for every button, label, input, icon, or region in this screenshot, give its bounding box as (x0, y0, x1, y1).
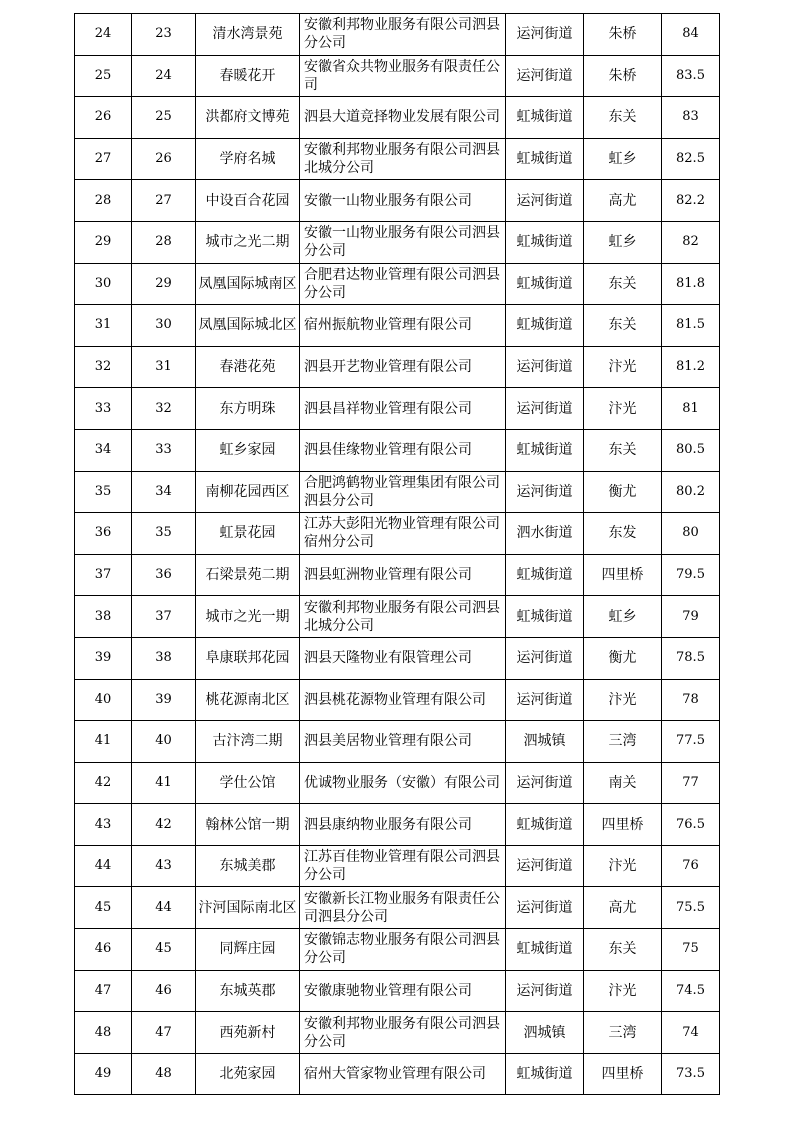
property-company-cell: 泗县桃花源物业管理有限公司 (300, 679, 506, 721)
property-company-cell: 安徽一山物业服务有限公司 (300, 180, 506, 222)
rank-cell: 37 (132, 596, 196, 638)
street-cell: 虹城街道 (506, 97, 584, 139)
score-cell: 81.8 (662, 263, 720, 305)
area-cell: 汴光 (584, 346, 662, 388)
property-company-cell: 泗县天隆物业有限管理公司 (300, 637, 506, 679)
community-name-cell: 凤凰国际城南区 (196, 263, 300, 305)
property-company-cell: 江苏百佳物业管理有限公司泗县分公司 (300, 845, 506, 887)
community-name-cell: 桃花源南北区 (196, 679, 300, 721)
area-cell: 虹乡 (584, 596, 662, 638)
seq-cell: 43 (75, 804, 132, 846)
score-cell: 75.5 (662, 887, 720, 929)
community-name-cell: 学府名城 (196, 138, 300, 180)
rank-cell: 26 (132, 138, 196, 180)
rank-cell: 35 (132, 513, 196, 555)
area-cell: 东关 (584, 97, 662, 139)
property-company-cell: 安徽利邦物业服务有限公司泗县分公司 (300, 1012, 506, 1054)
table-row (75, 55, 720, 97)
table-row (75, 1012, 720, 1054)
rank-cell: 30 (132, 305, 196, 347)
seq-cell: 34 (75, 429, 132, 471)
property-company-cell: 安徽利邦物业服务有限公司泗县北城分公司 (300, 596, 506, 638)
table-row (75, 346, 720, 388)
rank-cell: 46 (132, 970, 196, 1012)
table-row (75, 180, 720, 222)
seq-cell: 35 (75, 471, 132, 513)
rank-cell: 40 (132, 721, 196, 763)
community-name-cell: 城市之光一期 (196, 596, 300, 638)
table-row (75, 1053, 720, 1095)
table-body (75, 14, 720, 1095)
seq-cell: 48 (75, 1012, 132, 1054)
table-row (75, 554, 720, 596)
table-row (75, 637, 720, 679)
score-cell: 73.5 (662, 1053, 720, 1095)
rank-cell: 48 (132, 1053, 196, 1095)
community-name-cell: 石梁景苑二期 (196, 554, 300, 596)
property-company-cell: 泗县昌祥物业管理有限公司 (300, 388, 506, 430)
street-cell: 运河街道 (506, 637, 584, 679)
seq-cell: 39 (75, 637, 132, 679)
score-cell: 74.5 (662, 970, 720, 1012)
area-cell: 汴光 (584, 388, 662, 430)
property-company-cell: 安徽利邦物业服务有限公司泗县北城分公司 (300, 138, 506, 180)
seq-cell: 24 (75, 14, 132, 56)
table-row (75, 970, 720, 1012)
property-company-cell: 优诚物业服务（安徽）有限公司 (300, 762, 506, 804)
street-cell: 虹城街道 (506, 263, 584, 305)
community-name-cell: 春暖花开 (196, 55, 300, 97)
seq-cell: 44 (75, 845, 132, 887)
table-row (75, 138, 720, 180)
community-name-cell: 古汴湾二期 (196, 721, 300, 763)
rank-cell: 34 (132, 471, 196, 513)
area-cell: 虹乡 (584, 221, 662, 263)
table-row (75, 221, 720, 263)
community-name-cell: 洪都府文博苑 (196, 97, 300, 139)
property-company-cell: 安徽一山物业服务有限公司泗县分公司 (300, 221, 506, 263)
community-name-cell: 东城美郡 (196, 845, 300, 887)
table-row (75, 804, 720, 846)
property-company-cell: 泗县虹洲物业管理有限公司 (300, 554, 506, 596)
community-name-cell: 西苑新村 (196, 1012, 300, 1054)
score-cell: 83.5 (662, 55, 720, 97)
seq-cell: 41 (75, 721, 132, 763)
score-cell: 78 (662, 679, 720, 721)
table-row (75, 14, 720, 56)
area-cell: 高尤 (584, 887, 662, 929)
community-name-cell: 虹景花园 (196, 513, 300, 555)
seq-cell: 28 (75, 180, 132, 222)
street-cell: 运河街道 (506, 180, 584, 222)
score-cell: 77.5 (662, 721, 720, 763)
street-cell: 虹城街道 (506, 804, 584, 846)
score-cell: 84 (662, 14, 720, 56)
score-cell: 75 (662, 929, 720, 971)
street-cell: 虹城街道 (506, 429, 584, 471)
area-cell: 高尤 (584, 180, 662, 222)
community-name-cell: 中设百合花园 (196, 180, 300, 222)
seq-cell: 40 (75, 679, 132, 721)
score-cell: 82.5 (662, 138, 720, 180)
property-company-cell: 合肥君达物业管理有限公司泗县分公司 (300, 263, 506, 305)
seq-cell: 32 (75, 346, 132, 388)
area-cell: 四里桥 (584, 1053, 662, 1095)
seq-cell: 47 (75, 970, 132, 1012)
seq-cell: 26 (75, 97, 132, 139)
seq-cell: 36 (75, 513, 132, 555)
rank-cell: 43 (132, 845, 196, 887)
property-company-cell: 宿州振航物业管理有限公司 (300, 305, 506, 347)
seq-cell: 25 (75, 55, 132, 97)
table-row (75, 762, 720, 804)
rank-cell: 29 (132, 263, 196, 305)
street-cell: 运河街道 (506, 845, 584, 887)
rank-cell: 33 (132, 429, 196, 471)
table-row (75, 721, 720, 763)
score-cell: 78.5 (662, 637, 720, 679)
area-cell: 南关 (584, 762, 662, 804)
rank-cell: 39 (132, 679, 196, 721)
property-company-cell: 安徽利邦物业服务有限公司泗县分公司 (300, 14, 506, 56)
area-cell: 汴光 (584, 679, 662, 721)
property-company-cell: 泗县开艺物业管理有限公司 (300, 346, 506, 388)
street-cell: 运河街道 (506, 887, 584, 929)
seq-cell: 49 (75, 1053, 132, 1095)
community-name-cell: 南柳花园西区 (196, 471, 300, 513)
score-cell: 81.2 (662, 346, 720, 388)
table-row (75, 513, 720, 555)
seq-cell: 46 (75, 929, 132, 971)
seq-cell: 45 (75, 887, 132, 929)
score-cell: 82 (662, 221, 720, 263)
seq-cell: 42 (75, 762, 132, 804)
score-cell: 79.5 (662, 554, 720, 596)
area-cell: 四里桥 (584, 804, 662, 846)
rank-cell: 28 (132, 221, 196, 263)
score-cell: 76.5 (662, 804, 720, 846)
table-row (75, 596, 720, 638)
table-row (75, 97, 720, 139)
score-cell: 77 (662, 762, 720, 804)
rank-cell: 27 (132, 180, 196, 222)
community-name-cell: 城市之光二期 (196, 221, 300, 263)
property-company-cell: 合肥鸿鹤物业管理集团有限公司泗县分公司 (300, 471, 506, 513)
rank-cell: 23 (132, 14, 196, 56)
table-row (75, 679, 720, 721)
area-cell: 三湾 (584, 721, 662, 763)
rank-cell: 38 (132, 637, 196, 679)
street-cell: 虹城街道 (506, 221, 584, 263)
score-cell: 80.2 (662, 471, 720, 513)
rank-cell: 31 (132, 346, 196, 388)
area-cell: 衡尤 (584, 637, 662, 679)
street-cell: 运河街道 (506, 471, 584, 513)
table-row (75, 429, 720, 471)
property-company-cell: 安徽新长江物业服务有限责任公司泗县分公司 (300, 887, 506, 929)
seq-cell: 27 (75, 138, 132, 180)
community-name-cell: 凤凰国际城北区 (196, 305, 300, 347)
street-cell: 虹城街道 (506, 554, 584, 596)
street-cell: 虹城街道 (506, 929, 584, 971)
seq-cell: 30 (75, 263, 132, 305)
score-cell: 80 (662, 513, 720, 555)
score-cell: 74 (662, 1012, 720, 1054)
property-company-cell: 安徽省众共物业服务有限责任公司 (300, 55, 506, 97)
seq-cell: 33 (75, 388, 132, 430)
community-name-cell: 汴河国际南北区 (196, 887, 300, 929)
area-cell: 汴光 (584, 970, 662, 1012)
community-name-cell: 学仕公馆 (196, 762, 300, 804)
score-cell: 76 (662, 845, 720, 887)
community-name-cell: 东城英郡 (196, 970, 300, 1012)
community-name-cell: 阜康联邦花园 (196, 637, 300, 679)
street-cell: 虹城街道 (506, 1053, 584, 1095)
table-row (75, 471, 720, 513)
community-name-cell: 翰林公馆一期 (196, 804, 300, 846)
rank-cell: 32 (132, 388, 196, 430)
table-row (75, 845, 720, 887)
score-cell: 83 (662, 97, 720, 139)
table-row (75, 929, 720, 971)
rank-cell: 25 (132, 97, 196, 139)
table-row (75, 388, 720, 430)
area-cell: 虹乡 (584, 138, 662, 180)
community-name-cell: 春港花苑 (196, 346, 300, 388)
score-cell: 79 (662, 596, 720, 638)
seq-cell: 31 (75, 305, 132, 347)
property-company-cell: 安徽康驰物业管理有限公司 (300, 970, 506, 1012)
street-cell: 虹城街道 (506, 138, 584, 180)
area-cell: 东关 (584, 305, 662, 347)
seq-cell: 38 (75, 596, 132, 638)
street-cell: 运河街道 (506, 970, 584, 1012)
area-cell: 汴光 (584, 845, 662, 887)
score-cell: 81.5 (662, 305, 720, 347)
rank-cell: 41 (132, 762, 196, 804)
rank-cell: 44 (132, 887, 196, 929)
property-company-cell: 泗县大道竞择物业发展有限公司 (300, 97, 506, 139)
score-cell: 82.2 (662, 180, 720, 222)
score-cell: 80.5 (662, 429, 720, 471)
property-company-cell: 泗县美居物业管理有限公司 (300, 721, 506, 763)
community-name-cell: 北苑家园 (196, 1053, 300, 1095)
community-name-cell: 同辉庄园 (196, 929, 300, 971)
area-cell: 三湾 (584, 1012, 662, 1054)
area-cell: 朱桥 (584, 55, 662, 97)
area-cell: 四里桥 (584, 554, 662, 596)
street-cell: 虹城街道 (506, 305, 584, 347)
area-cell: 东关 (584, 929, 662, 971)
area-cell: 衡尤 (584, 471, 662, 513)
rank-cell: 45 (132, 929, 196, 971)
area-cell: 东关 (584, 263, 662, 305)
seq-cell: 37 (75, 554, 132, 596)
street-cell: 运河街道 (506, 55, 584, 97)
street-cell: 运河街道 (506, 762, 584, 804)
table-row (75, 305, 720, 347)
area-cell: 东发 (584, 513, 662, 555)
property-company-cell: 江苏大彭阳光物业管理有限公司宿州分公司 (300, 513, 506, 555)
property-company-cell: 宿州大管家物业管理有限公司 (300, 1053, 506, 1095)
ranking-table (74, 13, 720, 1095)
rank-cell: 36 (132, 554, 196, 596)
community-name-cell: 东方明珠 (196, 388, 300, 430)
street-cell: 运河街道 (506, 14, 584, 56)
street-cell: 泗城镇 (506, 1012, 584, 1054)
rank-cell: 42 (132, 804, 196, 846)
street-cell: 运河街道 (506, 388, 584, 430)
rank-cell: 24 (132, 55, 196, 97)
street-cell: 泗水街道 (506, 513, 584, 555)
property-company-cell: 泗县康纳物业服务有限公司 (300, 804, 506, 846)
street-cell: 运河街道 (506, 679, 584, 721)
property-company-cell: 安徽锦志物业服务有限公司泗县分公司 (300, 929, 506, 971)
street-cell: 泗城镇 (506, 721, 584, 763)
area-cell: 东关 (584, 429, 662, 471)
table-row (75, 263, 720, 305)
community-name-cell: 清水湾景苑 (196, 14, 300, 56)
rank-cell: 47 (132, 1012, 196, 1054)
property-company-cell: 泗县佳缘物业管理有限公司 (300, 429, 506, 471)
score-cell: 81 (662, 388, 720, 430)
street-cell: 运河街道 (506, 346, 584, 388)
street-cell: 虹城街道 (506, 596, 584, 638)
community-name-cell: 虹乡家园 (196, 429, 300, 471)
table-row (75, 887, 720, 929)
area-cell: 朱桥 (584, 14, 662, 56)
seq-cell: 29 (75, 221, 132, 263)
